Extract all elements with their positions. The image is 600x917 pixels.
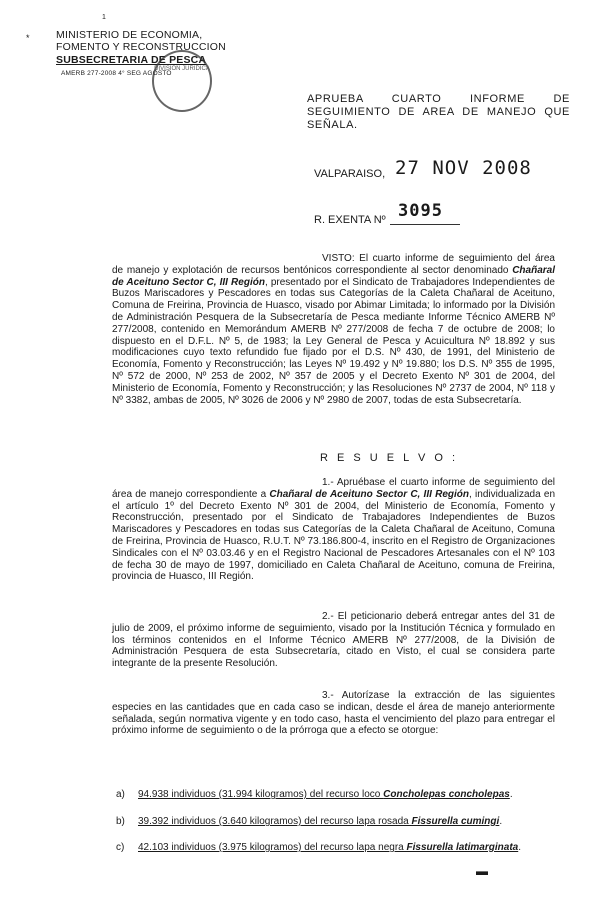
place-label: VALPARAISO, xyxy=(314,168,386,180)
resolution-number: 3095 xyxy=(398,201,443,221)
resuelvo-heading: R E S U E L V O : xyxy=(320,452,459,464)
list-item xyxy=(116,789,513,800)
ministry-name: MINISTERIO DE ECONOMIA, xyxy=(56,29,203,41)
article-3-paragraph xyxy=(112,690,555,737)
list-item xyxy=(116,842,521,853)
list-item-text: 94.938 individuos (31.994 kilogramos) del recurso loco xyxy=(138,789,384,800)
list-item-end: . xyxy=(499,816,503,827)
list-item-end: . xyxy=(509,789,513,800)
visto-prefix: VISTO: xyxy=(322,253,355,264)
ministry-name-2: FOMENTO Y RECONSTRUCCION xyxy=(56,41,226,53)
reference-code: AMERB 277-2008 4° SEG AGOSTO xyxy=(61,70,172,77)
subsecretaria-name: SUBSECRETARIA DE PESCA xyxy=(56,54,207,66)
article-1-sector: Chañaral de Aceituno Sector C, III Región xyxy=(269,488,470,500)
division-stamp: DIVISION JURIDICA xyxy=(152,50,212,112)
list-item-text: 39.392 individuos (3.640 kilogramos) del recurso lapa rosada xyxy=(138,816,412,827)
article-1-text-1: 1.- Apruébase el cuarto informe de seguimiento del área de manejo correspondiente a xyxy=(112,477,555,500)
visto-text-2: , presentado por el Sindicato de Trabajadores Independientes de Buzos Mariscadores y Pescadores en todas sus Categorías de la Caleta Chañaral de Aceituno, Comuna de Freirina, Provincia de Huasco, visado por Abimar Limitada; lo informado por la División de Administración Pesquera de la Subsecretaría de Pesca mediante Informe Técnico AMERB Nº 277/2008, contenido en Memorándum AMERB Nº 277/2008 de fecha 7 de octubre de 2008; lo dispuesto en el D.F.L. Nº 5, de 1983; la Ley General de Pesca y Acuicultura Nº 18.892 y sus modificaciones cuyo texto refundido fue fijado por el D.S. Nº 430, de 1991, del Ministerio de Economía, Fomento y Reconstrucción; las Leyes Nº 19.492 y Nº 19.880; los D.S. Nº 355 de 1995, Nº 572 de 2000, Nº 253 de 2002, Nº 357 de 2005 y el Decreto Exento Nº 301 de 2004, del Ministerio de Economía, Fomento y Reconstrucción; y las Resoluciones Nº 2737 de 2004, Nº 118 y Nº 3382, ambas de 2005, Nº 3026 de 2006 y Nº 2980 de 2007, todas de esta Subsecretaría. xyxy=(112,276,555,406)
document-date: 27 NOV 2008 xyxy=(395,157,532,179)
corner-mark: * xyxy=(26,33,30,43)
resolution-underline xyxy=(390,224,460,225)
list-item xyxy=(116,816,502,827)
list-item-species: Concholepas concholepas xyxy=(383,789,510,800)
list-item-end: . xyxy=(518,842,521,853)
top-mark: 1 xyxy=(102,14,106,21)
visto-paragraph xyxy=(112,253,555,406)
list-item-label: b) xyxy=(116,816,125,827)
visto-sector: Chañaral de Aceituno Sector C, III Región xyxy=(112,264,555,288)
article-2-paragraph xyxy=(112,611,555,670)
list-item-species: Fissurella latimarginata xyxy=(406,842,519,853)
article-2-text: 2.- El peticionario deberá entregar antes del 31 de julio de 2009, el próximo informe de seguimiento, visado por la Institución Técnica y formulado en los términos contenidos en el Informe Técnico AMERB Nº 277/2008, de la División de Administración Pesquera de esta Subsecretaría, citado en Visto, el cual se considera parte integrante de la presente Resolución. xyxy=(112,611,555,670)
footer-mark: ▬ xyxy=(476,864,488,878)
article-1-paragraph xyxy=(112,477,555,583)
list-item-label: c) xyxy=(116,842,125,853)
article-1-text-2: , individualizada en el artículo 1º del Decreto Exento Nº 301 de 2004, del Ministerio de Economía, Fomento y Reconstrucción, presentado por el Sindicato de Trabajadores Independientes de Buzos Mariscadores y Pescadores en todas sus Categorías de la Caleta Chañaral de Aceituno, Comuna de Freirina, Provincia de Huasco, R.U.T. Nº 73.186.800-4, inscrito en el Registro de Organizaciones Sindicales con el Nº 03.03.46 y en el Registro Nacional de Pescadores Artesanales con el Nº 103 de fecha 30 de mayo de 1997, domiciliado en Caleta Chañaral de Aceituno, comuna de Freirina, provincia de Huasco, III Región. xyxy=(112,488,556,583)
list-item-species: Fissurella cumingi xyxy=(411,816,500,827)
list-item-label: a) xyxy=(116,789,125,800)
article-3-text: 3.- Autorízase la extracción de las siguientes especies en las cantidades que en cada caso se indican, desde el área de manejo anteriormente señalada, según normativa vigente y en todo caso, hasta el vencimiento del plazo para entregar el próximo informe de seguimiento o de la prórroga que a efecto se otorgue: xyxy=(112,690,555,737)
visto-text-1: El cuarto informe de seguimiento del área de manejo y explotación de recursos bentónicos correspondiente al sector denominado xyxy=(112,253,555,276)
list-item-text: 42.103 individuos (3.975 kilogramos) del recurso lapa negra xyxy=(138,842,407,853)
resolution-label: R. EXENTA Nº xyxy=(314,214,386,226)
document-title: APRUEBA CUARTO INFORME DE SEGUIMIENTO DE AREA DE MANEJO QUE SEÑALA. xyxy=(307,93,570,131)
